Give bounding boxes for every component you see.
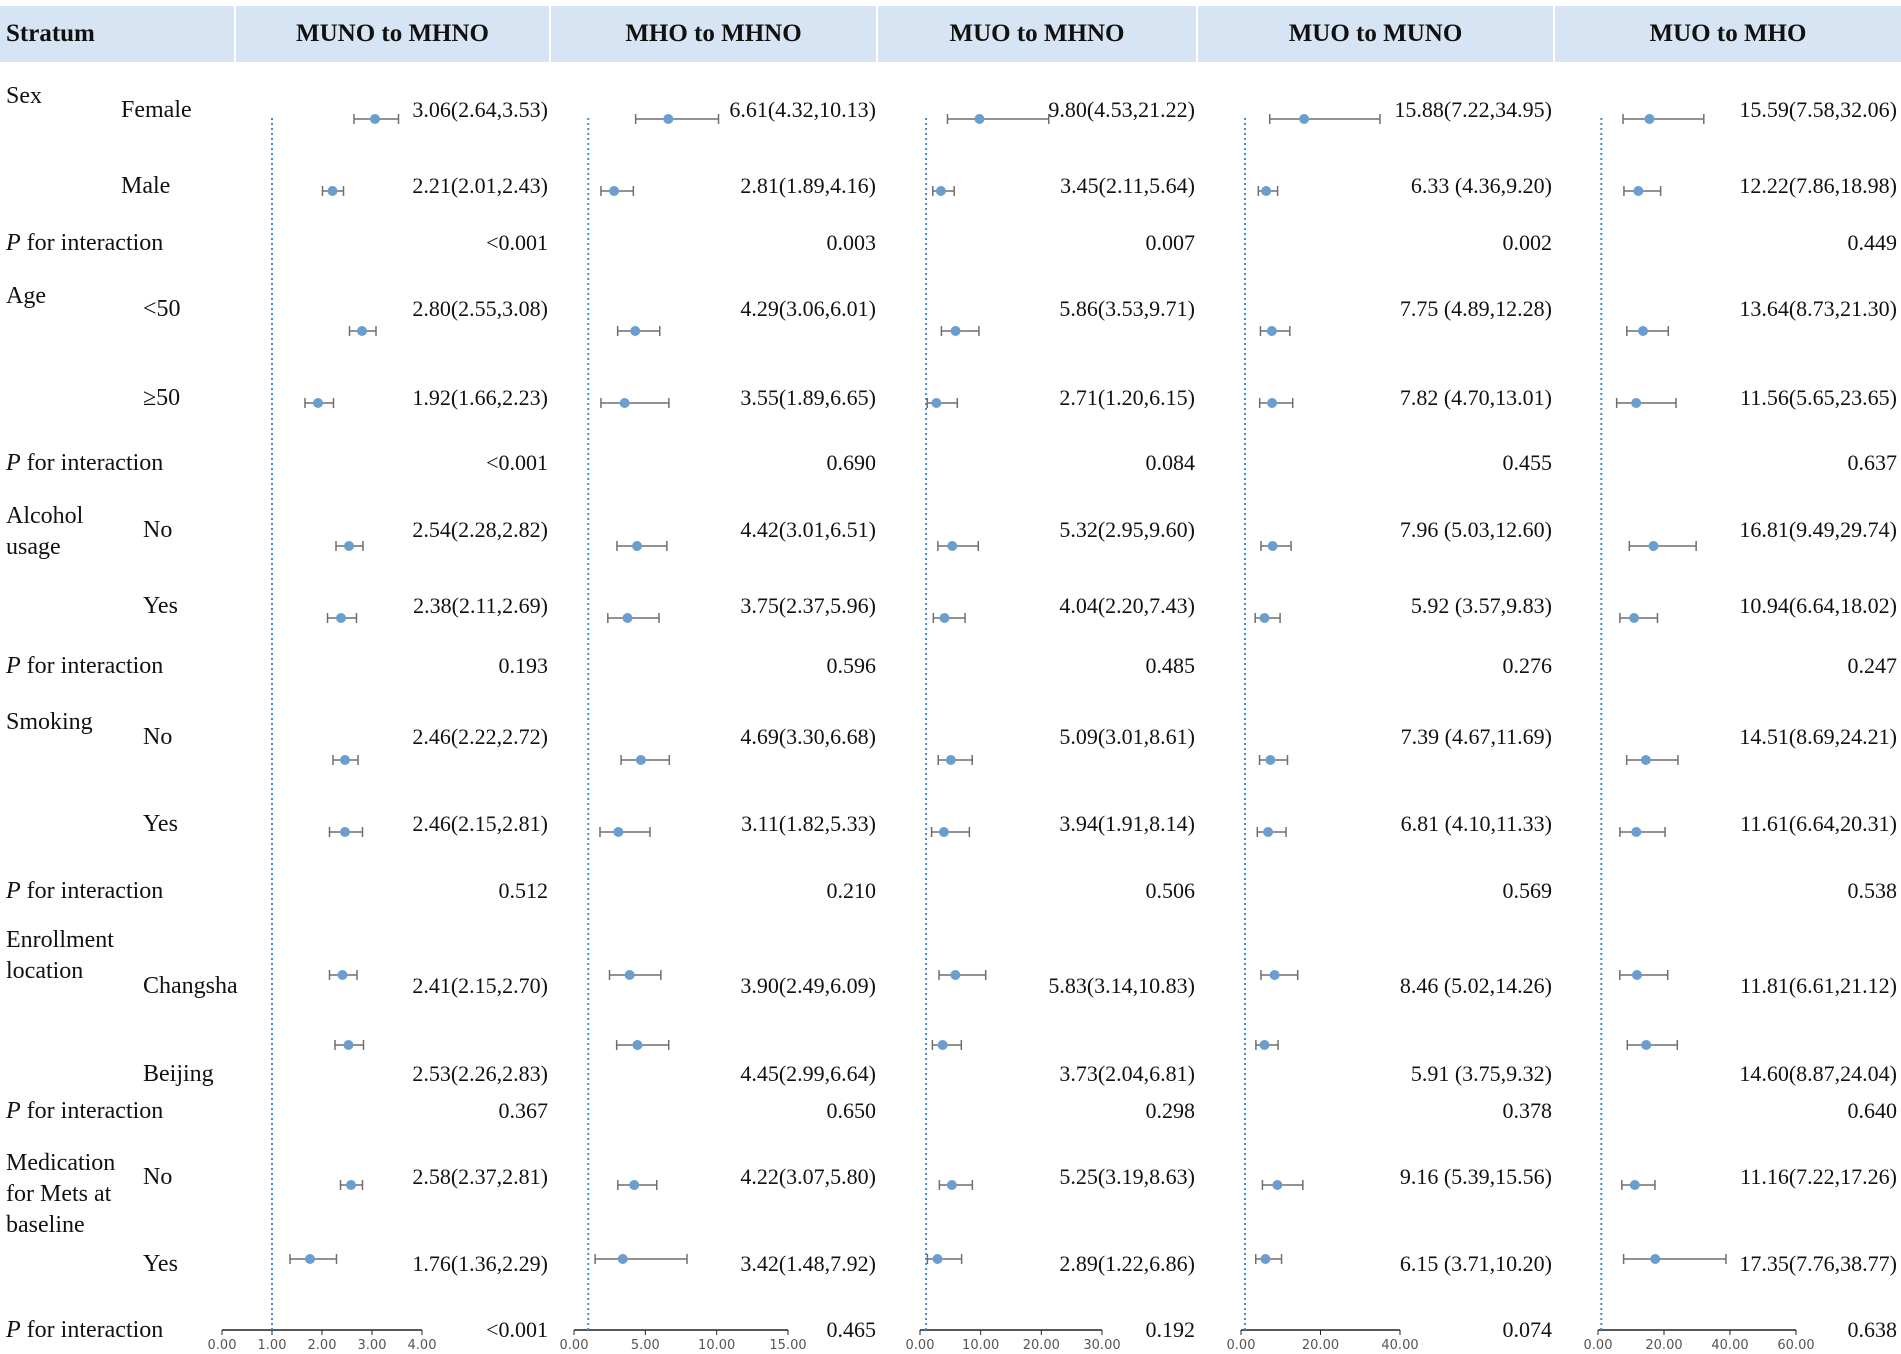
estimate-text: 17.35(7.76,38.77) <box>1739 1251 1897 1276</box>
estimate-text: 7.82 (4.70,13.01) <box>1399 385 1552 410</box>
estimate-text: 2.54(2.28,2.82) <box>412 517 548 542</box>
estimate-text: 2.80(2.55,3.08) <box>412 296 548 321</box>
estimate-text: 9.16 (5.39,15.56) <box>1399 1164 1552 1189</box>
p-value: 0.538 <box>1847 878 1897 903</box>
x-tick-label: 3.00 <box>357 1338 387 1353</box>
estimate-point <box>632 541 642 551</box>
estimate-text: 5.09(3.01,8.61) <box>1059 724 1195 749</box>
stratum-label: Alcohol <box>6 503 84 529</box>
subgroup-label: ≥50 <box>143 385 181 411</box>
p-value: <0.001 <box>486 230 548 255</box>
x-tick-label: 10.00 <box>698 1338 736 1353</box>
p-symbol: P <box>6 450 21 476</box>
estimate-text: 4.22(3.07,5.80) <box>740 1164 876 1189</box>
estimate-point <box>1641 755 1651 765</box>
estimate-point <box>609 186 619 196</box>
estimate-text: 1.92(1.66,2.23) <box>412 385 548 410</box>
estimate-text: 7.96 (5.03,12.60) <box>1399 517 1552 542</box>
p-suffix: for interaction <box>20 230 164 256</box>
p-interaction-label <box>6 1315 163 1345</box>
estimate-text: 8.46 (5.02,14.26) <box>1399 973 1552 998</box>
estimate-point <box>946 755 956 765</box>
p-suffix: for interaction <box>20 450 164 476</box>
estimate-point <box>974 114 984 124</box>
estimate-point <box>947 541 957 551</box>
p-interaction-label <box>6 228 163 258</box>
p-value: 0.276 <box>1502 653 1552 678</box>
x-tick-label: 10.00 <box>962 1338 1000 1353</box>
estimate-point <box>1267 398 1277 408</box>
estimate-text: 4.29(3.06,6.01) <box>740 296 876 321</box>
estimate-text: 3.90(2.49,6.09) <box>740 973 876 998</box>
header-comparison: MHO to MHNO <box>551 6 876 62</box>
estimate-point <box>936 186 946 196</box>
estimate-text: 5.32(2.95,9.60) <box>1059 517 1195 542</box>
estimate-point <box>618 1254 628 1264</box>
p-value: 0.298 <box>1145 1098 1195 1123</box>
estimate-text: 2.41(2.15,2.70) <box>412 973 548 998</box>
x-tick-label: 40.00 <box>1381 1338 1419 1353</box>
p-suffix: for interaction <box>20 1317 164 1343</box>
estimate-text: 5.25(3.19,8.63) <box>1059 1164 1195 1189</box>
estimate-point <box>630 326 640 336</box>
stratum-label: location <box>6 958 84 984</box>
x-tick-label: 30.00 <box>1083 1338 1121 1353</box>
p-symbol: P <box>6 878 21 904</box>
p-value: 0.638 <box>1847 1317 1897 1342</box>
estimate-text: 14.51(8.69,24.21) <box>1739 724 1897 749</box>
estimate-point <box>1641 1040 1651 1050</box>
estimate-point <box>931 398 941 408</box>
estimate-text: 2.58(2.37,2.81) <box>412 1164 548 1189</box>
estimate-text: 2.89(1.22,6.86) <box>1059 1251 1195 1276</box>
estimate-point <box>950 970 960 980</box>
p-value: 0.003 <box>826 230 876 255</box>
x-tick-label: 20.00 <box>1022 1338 1060 1353</box>
header-comparison: MUO to MUNO <box>1198 6 1553 62</box>
estimate-point <box>344 541 354 551</box>
subgroup-label: Male <box>121 173 171 199</box>
subgroup-label: <50 <box>143 296 181 322</box>
subgroup-label: No <box>143 724 173 750</box>
p-suffix: for interaction <box>20 1098 164 1124</box>
estimate-point <box>357 326 367 336</box>
x-tick-label: 0.00 <box>559 1338 589 1353</box>
estimate-text: 3.73(2.04,6.81) <box>1059 1061 1195 1086</box>
estimate-text: 9.80(4.53,21.22) <box>1048 97 1195 122</box>
estimate-text: 3.55(1.89,6.65) <box>740 385 876 410</box>
p-value: 0.192 <box>1145 1317 1195 1342</box>
x-tick-label: 0.00 <box>1583 1338 1613 1353</box>
estimate-text: 1.76(1.36,2.29) <box>412 1251 548 1276</box>
x-tick-label: 4.00 <box>407 1338 437 1353</box>
estimate-text: 15.59(7.58,32.06) <box>1739 97 1897 122</box>
estimate-text: 3.94(1.91,8.14) <box>1059 811 1195 836</box>
x-tick-label: 5.00 <box>630 1338 660 1353</box>
x-tick-label: 20.00 <box>1645 1338 1683 1353</box>
p-value: 0.596 <box>826 653 876 678</box>
estimate-text: 2.53(2.26,2.83) <box>412 1061 548 1086</box>
stratum-label: Smoking <box>6 709 93 735</box>
subgroup-label: Yes <box>143 1251 178 1277</box>
estimate-point <box>1260 613 1270 623</box>
estimate-point <box>346 1180 356 1190</box>
estimate-point <box>1259 1040 1269 1050</box>
estimate-text: 2.81(1.89,4.16) <box>740 173 876 198</box>
estimate-text: 16.81(9.49,29.74) <box>1739 517 1897 542</box>
x-tick-label: 20.00 <box>1301 1338 1340 1353</box>
header-stratum: Stratum <box>0 6 234 62</box>
p-value: 0.074 <box>1502 1317 1552 1342</box>
estimate-text: 2.71(1.20,6.15) <box>1059 385 1195 410</box>
estimate-text: 3.45(2.11,5.64) <box>1060 173 1195 198</box>
stratum-label: Medication <box>6 1150 116 1176</box>
x-tick-label: 0.00 <box>1226 1338 1256 1353</box>
x-tick-label: 1.00 <box>257 1338 287 1353</box>
estimate-text: 6.33 (4.36,9.20) <box>1410 173 1552 198</box>
p-symbol: P <box>6 653 21 679</box>
estimate-point <box>1260 1254 1270 1264</box>
p-interaction-label <box>6 876 163 906</box>
estimate-point <box>328 186 338 196</box>
estimate-text: 12.22(7.86,18.98) <box>1739 173 1897 198</box>
estimate-point <box>1632 970 1642 980</box>
p-interaction-label <box>6 651 163 681</box>
stratum-label: Sex <box>6 83 42 109</box>
stratum-label: Enrollment <box>6 927 114 953</box>
estimate-text: 6.81 (4.10,11.33) <box>1400 811 1552 836</box>
stratum-label: Age <box>6 283 46 309</box>
subgroup-label: No <box>143 517 173 543</box>
estimate-text: 3.42(1.48,7.92) <box>740 1251 876 1276</box>
estimate-point <box>623 613 633 623</box>
p-value: 0.367 <box>498 1098 548 1123</box>
header-comparison: MUO to MHO <box>1555 6 1901 62</box>
p-symbol: P <box>6 230 21 256</box>
subgroup-label: Yes <box>143 593 178 619</box>
estimate-text: 10.94(6.64,18.02) <box>1739 593 1897 618</box>
estimate-point <box>636 755 646 765</box>
estimate-point <box>1638 326 1648 336</box>
estimate-text: 11.81(6.61,21.12) <box>1740 973 1897 998</box>
x-tick-label: 0.00 <box>207 1338 237 1353</box>
subgroup-label: Changsha <box>143 973 238 999</box>
estimate-point <box>1265 755 1275 765</box>
estimate-text: 2.21(2.01,2.43) <box>412 173 548 198</box>
estimate-text: 11.56(5.65,23.65) <box>1740 385 1897 410</box>
p-value: 0.007 <box>1145 230 1195 255</box>
p-value: 0.650 <box>826 1098 876 1123</box>
estimate-text: 3.11(1.82,5.33) <box>741 811 876 836</box>
p-interaction-label <box>6 448 163 478</box>
estimate-point <box>344 1040 354 1050</box>
estimate-point <box>933 1254 943 1264</box>
estimate-text: 5.83(3.14,10.83) <box>1048 973 1195 998</box>
p-value: 0.247 <box>1847 653 1897 678</box>
p-value: 0.485 <box>1145 653 1195 678</box>
estimate-point <box>338 970 348 980</box>
estimate-point <box>947 1180 957 1190</box>
estimate-point <box>1631 827 1641 837</box>
estimate-text: 13.64(8.73,21.30) <box>1739 296 1897 321</box>
x-tick-label: 40.00 <box>1711 1338 1749 1353</box>
p-suffix: for interaction <box>20 878 164 904</box>
estimate-point <box>1648 541 1658 551</box>
subgroup-label: Yes <box>143 811 178 837</box>
estimate-point <box>1261 186 1271 196</box>
stratum-label: usage <box>6 534 61 560</box>
p-value: 0.512 <box>498 878 548 903</box>
p-value: <0.001 <box>486 450 548 475</box>
p-value: 0.506 <box>1145 878 1195 903</box>
estimate-point <box>663 114 673 124</box>
estimate-point <box>1299 114 1309 124</box>
estimate-text: 11.16(7.22,17.26) <box>1740 1164 1897 1189</box>
x-tick-label: 2.00 <box>307 1338 337 1353</box>
p-suffix: for interaction <box>20 653 164 679</box>
estimate-point <box>1267 326 1277 336</box>
x-tick-label: 15.00 <box>769 1338 807 1353</box>
p-value: 0.455 <box>1502 450 1552 475</box>
p-symbol: P <box>6 1317 21 1343</box>
estimate-point <box>951 326 961 336</box>
estimate-text: 11.61(6.64,20.31) <box>1740 811 1897 836</box>
subgroup-label: Beijing <box>143 1061 214 1087</box>
p-value: 0.193 <box>498 653 548 678</box>
estimate-text: 15.88(7.22,34.95) <box>1394 97 1552 122</box>
estimate-text: 7.39 (4.67,11.69) <box>1400 724 1552 749</box>
estimate-point <box>336 613 346 623</box>
p-value: 0.002 <box>1502 230 1552 255</box>
p-value: 0.084 <box>1145 450 1195 475</box>
estimate-point <box>1644 114 1654 124</box>
header-comparison: MUO to MHNO <box>878 6 1196 62</box>
estimate-point <box>1629 613 1639 623</box>
estimate-point <box>613 827 623 837</box>
p-interaction-label <box>6 1096 163 1126</box>
p-value: 0.690 <box>826 450 876 475</box>
estimate-text: 5.86(3.53,9.71) <box>1059 296 1195 321</box>
estimate-text: 4.04(2.20,7.43) <box>1059 593 1195 618</box>
estimate-point <box>313 398 323 408</box>
estimate-point <box>1650 1254 1660 1264</box>
estimate-point <box>1268 541 1278 551</box>
estimate-point <box>629 1180 639 1190</box>
estimate-text: 6.61(4.32,10.13) <box>729 97 876 122</box>
p-value: 0.637 <box>1847 450 1897 475</box>
estimate-text: 6.15 (3.71,10.20) <box>1399 1251 1552 1276</box>
estimate-point <box>1631 398 1641 408</box>
estimate-text: 2.38(2.11,2.69) <box>413 593 548 618</box>
estimate-point <box>305 1254 315 1264</box>
p-value: 0.640 <box>1847 1098 1897 1123</box>
estimate-text: 2.46(2.15,2.81) <box>412 811 548 836</box>
estimate-point <box>1630 1180 1640 1190</box>
x-tick-label: 60.00 <box>1777 1338 1815 1353</box>
estimate-point <box>632 1040 642 1050</box>
estimate-point <box>625 970 635 980</box>
stratum-label: for Mets at <box>6 1181 112 1207</box>
estimate-point <box>1633 186 1643 196</box>
subgroup-label: Female <box>121 97 192 123</box>
p-value: 0.569 <box>1502 878 1552 903</box>
estimate-text: 5.92 (3.57,9.83) <box>1410 593 1552 618</box>
p-value: 0.465 <box>826 1317 876 1342</box>
estimate-text: 4.69(3.30,6.68) <box>740 724 876 749</box>
estimate-point <box>940 613 950 623</box>
estimate-point <box>1263 827 1273 837</box>
estimate-text: 5.91 (3.75,9.32) <box>1410 1061 1552 1086</box>
subgroup-label: No <box>143 1164 173 1190</box>
estimate-point <box>370 114 380 124</box>
estimate-text: 2.46(2.22,2.72) <box>412 724 548 749</box>
estimate-text: 3.06(2.64,3.53) <box>412 97 548 122</box>
estimate-text: 14.60(8.87,24.04) <box>1739 1061 1897 1086</box>
p-symbol: P <box>6 1098 21 1124</box>
header-comparison: MUNO to MHNO <box>236 6 549 62</box>
estimate-text: 4.45(2.99,6.64) <box>740 1061 876 1086</box>
estimate-text: 3.75(2.37,5.96) <box>740 593 876 618</box>
p-value: 0.210 <box>826 878 876 903</box>
estimate-point <box>1270 970 1280 980</box>
estimate-point <box>620 398 630 408</box>
estimate-point <box>340 827 350 837</box>
estimate-point <box>1272 1180 1282 1190</box>
x-tick-label: 0.00 <box>905 1338 935 1353</box>
p-value: 0.378 <box>1502 1098 1552 1123</box>
estimate-text: 7.75 (4.89,12.28) <box>1399 296 1552 321</box>
stratum-label: baseline <box>6 1212 85 1238</box>
p-value: 0.449 <box>1847 230 1897 255</box>
estimate-point <box>939 827 949 837</box>
p-value: <0.001 <box>486 1317 548 1342</box>
estimate-text: 4.42(3.01,6.51) <box>740 517 876 542</box>
estimate-point <box>938 1040 948 1050</box>
estimate-point <box>340 755 350 765</box>
